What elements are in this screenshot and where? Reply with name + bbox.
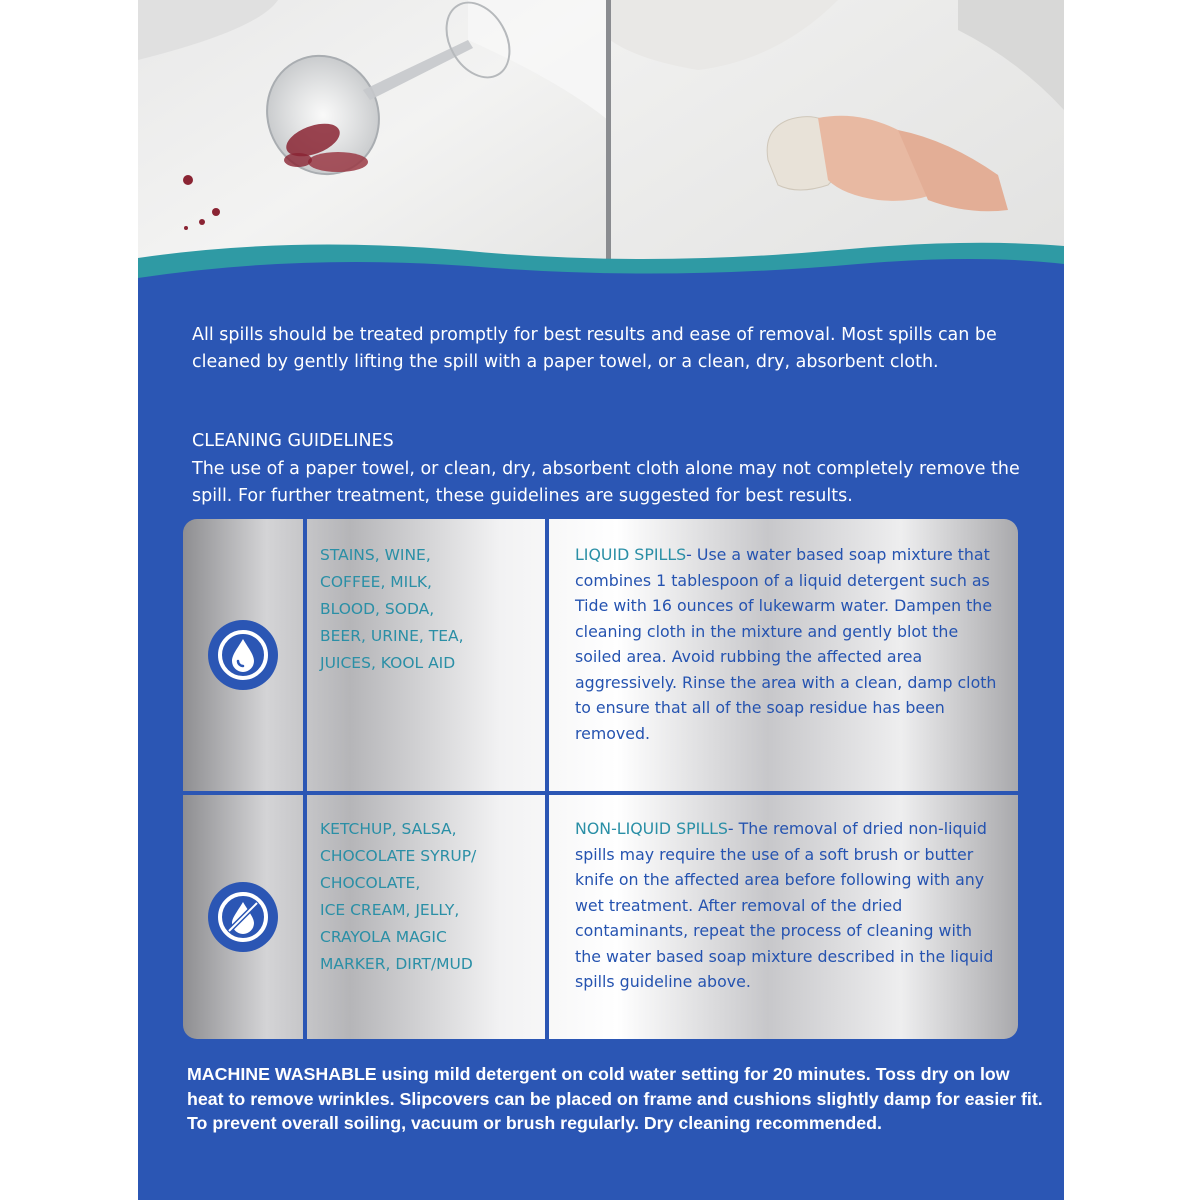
list-item: CRAYOLA MAGIC: [320, 928, 447, 946]
water-drop-icon: [208, 620, 278, 690]
non-liquid-stain-list: [320, 816, 540, 978]
no-water-drop-icon: [208, 882, 278, 952]
hero-photo: [138, 0, 1064, 300]
list-item: CHOCOLATE SYRUP/: [320, 847, 477, 865]
liquid-spills-instructions: [575, 542, 1000, 746]
list-item: KETCHUP, SALSA,: [320, 820, 457, 838]
care-instructions-panel: [138, 0, 1064, 1200]
list-item: STAINS, WINE,: [320, 546, 431, 564]
list-item: COFFEE, MILK,: [320, 573, 432, 591]
machine-washable-note: MACHINE WASHABLE using mild detergent on cold water setting for 20 minutes. Toss dry on low heat to remove wrinkles. Slipcovers can be placed on frame and cushions slightly damp for easier fit. To prevent overall soiling, vacuum or brush regularly. Dry cleaning recommended.: [187, 1064, 1043, 1133]
guidelines-text: The use of a paper towel, or clean, dry, absorbent cloth alone may not completely remove the spill. For further treatment, these guidelines are suggested for best results.: [192, 459, 1020, 506]
table-divider: [183, 791, 1018, 795]
list-item: BEER, URINE, TEA,: [320, 627, 464, 645]
guidelines-heading: CLEANING GUIDELINES: [192, 431, 394, 451]
liquid-stain-list: [320, 542, 540, 677]
non-liquid-spills-text: - The removal of dried non-liquid spills may require the use of a soft brush or butter knife on the affected area before following with any wet treatment. After removal of the dried contaminants, repeat the process of cleaning with the water based soap mixture described in the liquid spills guideline above.: [575, 819, 994, 991]
table-divider: [303, 519, 307, 1039]
intro-paragraph: All spills should be treated promptly for best results and ease of removal. Most spills can be cleaned by gently lifting the spill with a paper towel, or a clean, dry, absorbent cloth.: [192, 325, 997, 372]
table-row: [183, 795, 303, 1039]
list-item: CHOCOLATE,: [320, 874, 421, 892]
list-item: MARKER, DIRT/MUD: [320, 955, 473, 973]
list-item: ICE CREAM, JELLY,: [320, 901, 460, 919]
non-liquid-spills-title: NON-LIQUID SPILLS: [575, 819, 728, 838]
cleaning-guidelines-table: [183, 519, 1018, 1039]
table-divider: [545, 519, 549, 1039]
spill-cleanup-illustration: [138, 0, 1064, 300]
list-item: JUICES, KOOL AID: [320, 654, 456, 672]
list-item: BLOOD, SODA,: [320, 600, 435, 618]
liquid-spills-title: LIQUID SPILLS: [575, 545, 687, 564]
non-liquid-spills-instructions: [575, 816, 1000, 995]
liquid-spills-text: - Use a water based soap mixture that combines 1 tablespoon of a liquid detergent such as Tide with 16 ounces of lukewarm water. Dampen the cleaning cloth in the mixture and gently blot the soiled area. Avoid rubbing the affected area aggressively. Rinse the area with a clean, damp cloth to ensure that all of the soap residue has been removed.: [575, 545, 997, 743]
table-row: [183, 519, 303, 791]
